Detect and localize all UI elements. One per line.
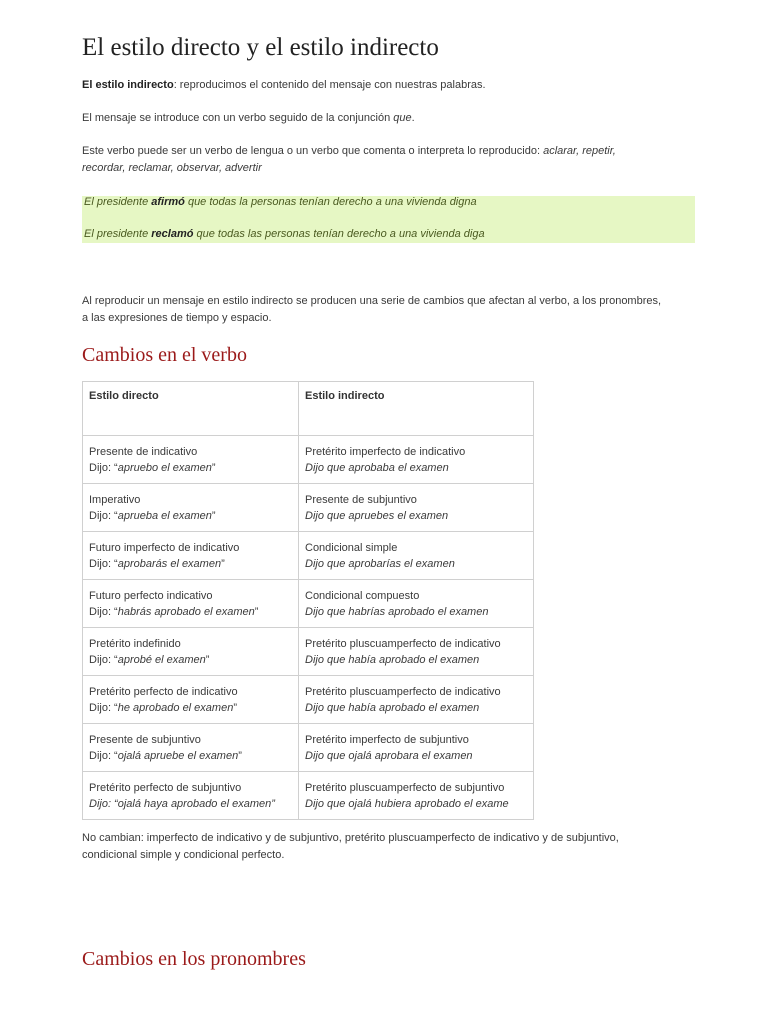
direct-said: Dijo: “	[89, 605, 118, 618]
direct-cell	[83, 532, 299, 580]
direct-cell	[83, 580, 299, 628]
direct-said: Dijo: “	[89, 749, 118, 762]
indirect-tense: Condicional compuesto	[305, 589, 420, 602]
table-row	[83, 436, 534, 484]
indirect-cell	[299, 724, 534, 772]
indirect-example: Dijo que aprobarías el examen	[305, 557, 455, 570]
example-2	[84, 228, 485, 240]
conjunction-end: .	[411, 112, 415, 124]
direct-quote-close: ”	[233, 701, 237, 714]
direct-said: Dijo: “	[89, 653, 118, 666]
no-changes-line-2: condicional simple y condicional perfecto.	[82, 849, 285, 861]
example-1-verb: afirmó	[151, 196, 185, 208]
indirect-example: Dijo que aprobaba el examen	[305, 461, 449, 474]
direct-example: aprueba el examen	[117, 509, 212, 522]
direct-example: ojalá apruebe el examen	[117, 749, 239, 762]
page-title: El estilo directo y el estilo indirecto	[82, 34, 439, 61]
direct-quote-close: ”	[211, 509, 216, 522]
direct-tense: Presente de subjuntivo	[89, 733, 201, 746]
table-row	[83, 628, 534, 676]
table-row	[83, 724, 534, 772]
examples-highlight-box	[82, 196, 695, 243]
changes-paragraph	[82, 293, 722, 327]
indirect-cell	[299, 436, 534, 484]
table-header-row	[83, 382, 534, 436]
verbs-list-2: recordar, reclamar, observar, advertir	[82, 162, 262, 174]
indirect-tense: Pretérito pluscuamperfecto de subjuntivo	[305, 781, 505, 794]
direct-cell	[83, 676, 299, 724]
indirect-cell	[299, 580, 534, 628]
direct-cell	[83, 772, 299, 820]
indirect-cell	[299, 484, 534, 532]
example-1-post: que todas la personas tenían derecho a una vivienda digna	[184, 196, 477, 208]
indirect-tense: Pretérito pluscuamperfecto de indicativo	[305, 685, 501, 698]
indirect-example: Dijo que había aprobado el examen	[305, 653, 480, 666]
direct-tense: Pretérito perfecto de indicativo	[89, 685, 238, 698]
direct-quote-close: ”	[271, 797, 275, 810]
intro-paragraph	[82, 77, 702, 94]
intro-term: El estilo indirecto	[82, 79, 174, 91]
direct-cell	[83, 628, 299, 676]
indirect-tense: Condicional simple	[305, 541, 398, 554]
indirect-example: Dijo que apruebes el examen	[305, 509, 449, 522]
indirect-cell	[299, 628, 534, 676]
indirect-cell	[299, 676, 534, 724]
indirect-tense: Pretérito imperfecto de subjuntivo	[305, 733, 469, 746]
direct-said: Dijo: “	[89, 701, 118, 714]
verbs-text: Este verbo puede ser un verbo de lengua o un verbo que comenta o interpreta lo reproducido:	[82, 145, 544, 157]
indirect-tense: Presente de subjuntivo	[305, 493, 417, 506]
changes-line-1: Al reproducir un mensaje en estilo indirecto se producen una serie de cambios que afectan al verbo, a los pronombres,	[82, 295, 662, 307]
no-changes-paragraph	[82, 830, 722, 864]
direct-said: Dijo: “	[89, 797, 118, 810]
direct-said: Dijo: “	[89, 509, 118, 522]
section-heading-pronombres: Cambios en los pronombres	[82, 948, 306, 970]
direct-tense: Futuro perfecto indicativo	[89, 589, 213, 602]
intro-definition: : reproducimos el contenido del mensaje con nuestras palabras.	[173, 79, 486, 91]
direct-said: Dijo: “	[89, 461, 118, 474]
example-2-post: que todas las personas tenían derecho a una vivienda diga	[193, 228, 485, 240]
conjunction-word: que	[393, 112, 412, 124]
example-2-verb: reclamó	[151, 228, 194, 240]
direct-quote-close: ”	[211, 461, 216, 474]
conjunction-paragraph	[82, 110, 702, 127]
section-heading-verbo: Cambios en el verbo	[82, 344, 247, 366]
direct-quote-close: ”	[238, 749, 242, 762]
verb-changes-table	[82, 381, 534, 820]
indirect-example: Dijo que había aprobado el examen	[305, 701, 480, 714]
direct-cell	[83, 724, 299, 772]
example-2-pre: El presidente	[84, 228, 152, 240]
table-row	[83, 772, 534, 820]
column-header-indirecto: Estilo indirecto	[299, 382, 534, 436]
indirect-cell	[299, 772, 534, 820]
indirect-tense: Pretérito imperfecto de indicativo	[305, 445, 466, 458]
direct-tense: Imperativo	[89, 493, 141, 506]
verbs-paragraph	[82, 143, 702, 177]
direct-tense: Pretérito perfecto de subjuntivo	[89, 781, 242, 794]
direct-example: aprobé el examen	[117, 653, 206, 666]
direct-quote-close: ”	[221, 557, 225, 570]
table-row	[83, 484, 534, 532]
table-row	[83, 676, 534, 724]
changes-line-2: a las expresiones de tiempo y espacio.	[82, 312, 272, 324]
table-row	[83, 532, 534, 580]
direct-tense: Presente de indicativo	[89, 445, 198, 458]
verbs-list-1: aclarar, repetir,	[543, 145, 616, 157]
indirect-cell	[299, 532, 534, 580]
direct-example: apruebo el examen	[117, 461, 212, 474]
column-header-directo: Estilo directo	[83, 382, 299, 436]
direct-example: aprobarás el examen	[117, 557, 222, 570]
direct-example: he aprobado el examen	[117, 701, 234, 714]
table-row	[83, 580, 534, 628]
example-1	[84, 196, 477, 208]
direct-tense: Futuro imperfecto de indicativo	[89, 541, 240, 554]
indirect-example: Dijo que ojalá hubiera aprobado el exame	[305, 797, 509, 810]
direct-example: habrás aprobado el examen	[117, 605, 255, 618]
indirect-tense: Pretérito pluscuamperfecto de indicativo	[305, 637, 501, 650]
indirect-example: Dijo que habrías aprobado el examen	[305, 605, 489, 618]
direct-cell	[83, 436, 299, 484]
no-changes-line-1: No cambian: imperfecto de indicativo y de subjuntivo, pretérito pluscuamperfecto de indicativo y de subjuntivo,	[82, 832, 619, 844]
indirect-example: Dijo que ojalá aprobara el examen	[305, 749, 473, 762]
conjunction-text: El mensaje se introduce con un verbo seguido de la conjunción	[82, 112, 394, 124]
direct-quote-close: ”	[254, 605, 259, 618]
direct-quote-close: ”	[205, 653, 210, 666]
example-1-pre: El presidente	[84, 196, 152, 208]
direct-cell	[83, 484, 299, 532]
direct-said: Dijo: “	[89, 557, 118, 570]
direct-tense: Pretérito indefinido	[89, 637, 181, 650]
direct-example: ojalá haya aprobado el examen	[117, 797, 272, 810]
